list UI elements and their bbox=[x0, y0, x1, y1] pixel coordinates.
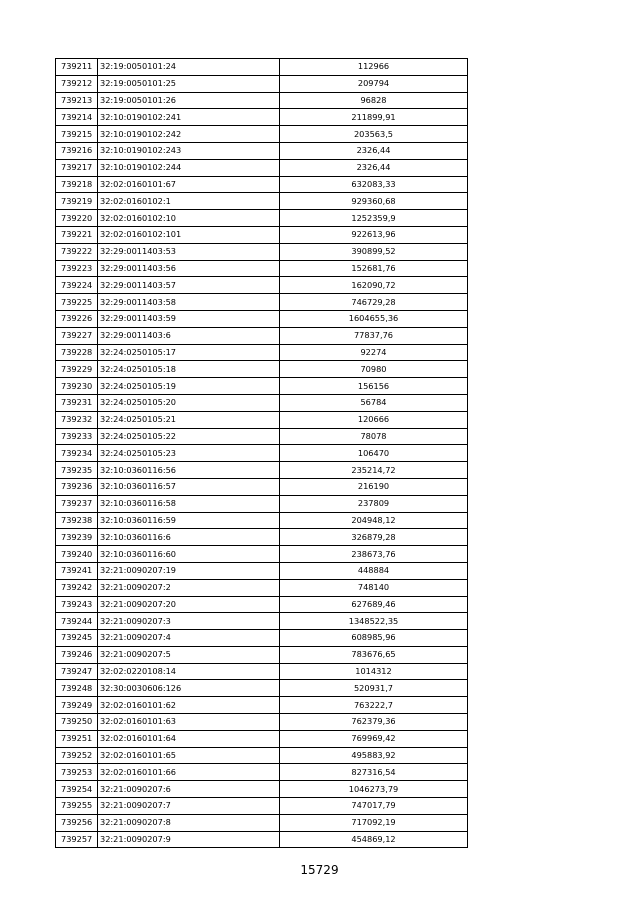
row-id-cell: 739251 bbox=[56, 730, 98, 747]
value-cell: 763222,7 bbox=[280, 697, 468, 714]
row-id-cell: 739220 bbox=[56, 210, 98, 227]
table-row bbox=[56, 462, 468, 479]
row-id-cell: 739237 bbox=[56, 495, 98, 512]
row-id-cell: 739227 bbox=[56, 327, 98, 344]
table-row bbox=[56, 310, 468, 327]
table-row bbox=[56, 378, 468, 395]
value-cell: 608985,96 bbox=[280, 630, 468, 647]
row-id-cell: 739221 bbox=[56, 226, 98, 243]
row-id-cell: 739223 bbox=[56, 260, 98, 277]
row-id-cell: 739231 bbox=[56, 394, 98, 411]
cadastral-number-cell: 32:10:0360116:57 bbox=[98, 478, 280, 495]
value-cell: 454869,12 bbox=[280, 831, 468, 848]
row-id-cell: 739239 bbox=[56, 529, 98, 546]
value-cell: 209794 bbox=[280, 75, 468, 92]
table-row bbox=[56, 714, 468, 731]
cadastral-number-cell: 32:29:0011403:53 bbox=[98, 243, 280, 260]
value-cell: 520931,7 bbox=[280, 680, 468, 697]
table-row bbox=[56, 546, 468, 563]
table-row bbox=[56, 478, 468, 495]
value-cell: 162090,72 bbox=[280, 277, 468, 294]
value-cell: 204948,12 bbox=[280, 512, 468, 529]
cadastral-number-cell: 32:21:0090207:5 bbox=[98, 646, 280, 663]
cadastral-number-cell: 32:29:0011403:57 bbox=[98, 277, 280, 294]
row-id-cell: 739254 bbox=[56, 781, 98, 798]
value-cell: 922613,96 bbox=[280, 226, 468, 243]
cadastral-number-cell: 32:02:0160101:66 bbox=[98, 764, 280, 781]
cadastral-number-cell: 32:21:0090207:3 bbox=[98, 613, 280, 630]
table-row bbox=[56, 512, 468, 529]
value-cell: 120666 bbox=[280, 411, 468, 428]
table-row bbox=[56, 327, 468, 344]
row-id-cell: 739234 bbox=[56, 445, 98, 462]
table-row bbox=[56, 92, 468, 109]
table-row bbox=[56, 747, 468, 764]
table-row bbox=[56, 814, 468, 831]
value-cell: 1348522,35 bbox=[280, 613, 468, 630]
cadastral-number-cell: 32:24:0250105:20 bbox=[98, 394, 280, 411]
value-cell: 237809 bbox=[280, 495, 468, 512]
table-row bbox=[56, 260, 468, 277]
value-cell: 96828 bbox=[280, 92, 468, 109]
table-row bbox=[56, 697, 468, 714]
table-row bbox=[56, 781, 468, 798]
value-cell: 326879,28 bbox=[280, 529, 468, 546]
cadastral-number-cell: 32:10:0360116:56 bbox=[98, 462, 280, 479]
table-row bbox=[56, 411, 468, 428]
value-cell: 70980 bbox=[280, 361, 468, 378]
table-row bbox=[56, 394, 468, 411]
row-id-cell: 739219 bbox=[56, 193, 98, 210]
row-id-cell: 739241 bbox=[56, 562, 98, 579]
table-row bbox=[56, 344, 468, 361]
row-id-cell: 739215 bbox=[56, 126, 98, 143]
value-cell: 827316,54 bbox=[280, 764, 468, 781]
table-row bbox=[56, 226, 468, 243]
cadastral-number-cell: 32:19:0050101:25 bbox=[98, 75, 280, 92]
table-row bbox=[56, 579, 468, 596]
value-cell: 106470 bbox=[280, 445, 468, 462]
cadastral-number-cell: 32:10:0360116:60 bbox=[98, 546, 280, 563]
cadastral-number-cell: 32:10:0190102:241 bbox=[98, 109, 280, 126]
value-cell: 152681,76 bbox=[280, 260, 468, 277]
value-cell: 235214,72 bbox=[280, 462, 468, 479]
value-cell: 495883,92 bbox=[280, 747, 468, 764]
value-cell: 211899,91 bbox=[280, 109, 468, 126]
value-cell: 1014312 bbox=[280, 663, 468, 680]
value-cell: 1046273,79 bbox=[280, 781, 468, 798]
row-id-cell: 739255 bbox=[56, 798, 98, 815]
value-cell: 717092,19 bbox=[280, 814, 468, 831]
table-row bbox=[56, 210, 468, 227]
cadastral-number-cell: 32:24:0250105:22 bbox=[98, 428, 280, 445]
cadastral-number-cell: 32:10:0190102:244 bbox=[98, 159, 280, 176]
row-id-cell: 739246 bbox=[56, 646, 98, 663]
row-id-cell: 739252 bbox=[56, 747, 98, 764]
table-row bbox=[56, 646, 468, 663]
table-row bbox=[56, 75, 468, 92]
cadastral-number-cell: 32:29:0011403:58 bbox=[98, 294, 280, 311]
row-id-cell: 739238 bbox=[56, 512, 98, 529]
value-cell: 448884 bbox=[280, 562, 468, 579]
cadastral-number-cell: 32:21:0090207:20 bbox=[98, 596, 280, 613]
row-id-cell: 739226 bbox=[56, 310, 98, 327]
cadastral-number-cell: 32:21:0090207:7 bbox=[98, 798, 280, 815]
cadastral-number-cell: 32:29:0011403:6 bbox=[98, 327, 280, 344]
row-id-cell: 739257 bbox=[56, 831, 98, 848]
value-cell: 929360,68 bbox=[280, 193, 468, 210]
table-row bbox=[56, 243, 468, 260]
cadastral-number-cell: 32:02:0160102:101 bbox=[98, 226, 280, 243]
value-cell: 2326,44 bbox=[280, 142, 468, 159]
table-row bbox=[56, 126, 468, 143]
cadastral-number-cell: 32:24:0250105:21 bbox=[98, 411, 280, 428]
row-id-cell: 739242 bbox=[56, 579, 98, 596]
row-id-cell: 739224 bbox=[56, 277, 98, 294]
row-id-cell: 739232 bbox=[56, 411, 98, 428]
table-row bbox=[56, 445, 468, 462]
value-cell: 1252359,9 bbox=[280, 210, 468, 227]
cadastral-number-cell: 32:02:0160101:63 bbox=[98, 714, 280, 731]
row-id-cell: 739228 bbox=[56, 344, 98, 361]
table-row bbox=[56, 277, 468, 294]
row-id-cell: 739243 bbox=[56, 596, 98, 613]
row-id-cell: 739214 bbox=[56, 109, 98, 126]
value-cell: 203563,5 bbox=[280, 126, 468, 143]
cadastral-number-cell: 32:24:0250105:19 bbox=[98, 378, 280, 395]
table-row bbox=[56, 529, 468, 546]
cadastral-number-cell: 32:10:0360116:6 bbox=[98, 529, 280, 546]
cadastral-number-cell: 32:29:0011403:59 bbox=[98, 310, 280, 327]
cadastral-number-cell: 32:21:0090207:4 bbox=[98, 630, 280, 647]
table-row bbox=[56, 663, 468, 680]
row-id-cell: 739235 bbox=[56, 462, 98, 479]
cadastral-number-cell: 32:02:0160101:65 bbox=[98, 747, 280, 764]
cadastral-number-cell: 32:02:0160101:62 bbox=[98, 697, 280, 714]
table-row bbox=[56, 495, 468, 512]
cadastral-number-cell: 32:02:0160102:1 bbox=[98, 193, 280, 210]
row-id-cell: 739248 bbox=[56, 680, 98, 697]
value-cell: 746729,28 bbox=[280, 294, 468, 311]
row-id-cell: 739236 bbox=[56, 478, 98, 495]
table-row bbox=[56, 193, 468, 210]
table-row bbox=[56, 109, 468, 126]
table-body bbox=[56, 59, 468, 848]
value-cell: 77837,76 bbox=[280, 327, 468, 344]
table-row bbox=[56, 176, 468, 193]
table-row bbox=[56, 159, 468, 176]
row-id-cell: 739247 bbox=[56, 663, 98, 680]
value-cell: 747017,79 bbox=[280, 798, 468, 815]
row-id-cell: 739212 bbox=[56, 75, 98, 92]
value-cell: 78078 bbox=[280, 428, 468, 445]
row-id-cell: 739233 bbox=[56, 428, 98, 445]
table-row bbox=[56, 831, 468, 848]
table-row bbox=[56, 59, 468, 76]
table-row bbox=[56, 361, 468, 378]
value-cell: 390899,52 bbox=[280, 243, 468, 260]
value-cell: 112966 bbox=[280, 59, 468, 76]
table-row bbox=[56, 428, 468, 445]
table-row bbox=[56, 294, 468, 311]
table-row bbox=[56, 730, 468, 747]
cadastral-number-cell: 32:10:0360116:59 bbox=[98, 512, 280, 529]
value-cell: 56784 bbox=[280, 394, 468, 411]
row-id-cell: 739211 bbox=[56, 59, 98, 76]
value-cell: 92274 bbox=[280, 344, 468, 361]
cadastral-number-cell: 32:19:0050101:24 bbox=[98, 59, 280, 76]
value-cell: 769969,42 bbox=[280, 730, 468, 747]
cadastral-number-cell: 32:02:0160101:64 bbox=[98, 730, 280, 747]
row-id-cell: 739229 bbox=[56, 361, 98, 378]
cadastral-number-cell: 32:24:0250105:17 bbox=[98, 344, 280, 361]
row-id-cell: 739249 bbox=[56, 697, 98, 714]
row-id-cell: 739213 bbox=[56, 92, 98, 109]
value-cell: 748140 bbox=[280, 579, 468, 596]
row-id-cell: 739240 bbox=[56, 546, 98, 563]
table-row bbox=[56, 630, 468, 647]
cadastral-number-cell: 32:24:0250105:18 bbox=[98, 361, 280, 378]
row-id-cell: 739222 bbox=[56, 243, 98, 260]
table-row bbox=[56, 613, 468, 630]
row-id-cell: 739218 bbox=[56, 176, 98, 193]
cadastral-number-cell: 32:10:0360116:58 bbox=[98, 495, 280, 512]
row-id-cell: 739244 bbox=[56, 613, 98, 630]
cadastral-number-cell: 32:02:0220108:14 bbox=[98, 663, 280, 680]
value-cell: 238673,76 bbox=[280, 546, 468, 563]
table-row bbox=[56, 596, 468, 613]
table-row bbox=[56, 798, 468, 815]
table-row bbox=[56, 764, 468, 781]
row-id-cell: 739250 bbox=[56, 714, 98, 731]
row-id-cell: 739253 bbox=[56, 764, 98, 781]
cadastral-number-cell: 32:10:0190102:243 bbox=[98, 142, 280, 159]
cadastral-number-cell: 32:21:0090207:9 bbox=[98, 831, 280, 848]
cadastral-number-cell: 32:30:0030606:126 bbox=[98, 680, 280, 697]
cadastral-number-cell: 32:24:0250105:23 bbox=[98, 445, 280, 462]
row-id-cell: 739216 bbox=[56, 142, 98, 159]
cadastral-number-cell: 32:19:0050101:26 bbox=[98, 92, 280, 109]
cadastral-table bbox=[55, 58, 468, 848]
cadastral-number-cell: 32:02:0160101:67 bbox=[98, 176, 280, 193]
row-id-cell: 739256 bbox=[56, 814, 98, 831]
value-cell: 627689,46 bbox=[280, 596, 468, 613]
cadastral-number-cell: 32:02:0160102:10 bbox=[98, 210, 280, 227]
row-id-cell: 739217 bbox=[56, 159, 98, 176]
cadastral-number-cell: 32:21:0090207:8 bbox=[98, 814, 280, 831]
cadastral-number-cell: 32:29:0011403:56 bbox=[98, 260, 280, 277]
value-cell: 783676,65 bbox=[280, 646, 468, 663]
table-row bbox=[56, 680, 468, 697]
table-row bbox=[56, 562, 468, 579]
page-number: 15729 bbox=[300, 863, 339, 877]
row-id-cell: 739230 bbox=[56, 378, 98, 395]
value-cell: 762379,36 bbox=[280, 714, 468, 731]
cadastral-number-cell: 32:21:0090207:6 bbox=[98, 781, 280, 798]
row-id-cell: 739225 bbox=[56, 294, 98, 311]
cadastral-number-cell: 32:10:0190102:242 bbox=[98, 126, 280, 143]
value-cell: 632083,33 bbox=[280, 176, 468, 193]
row-id-cell: 739245 bbox=[56, 630, 98, 647]
table-row bbox=[56, 142, 468, 159]
cadastral-number-cell: 32:21:0090207:2 bbox=[98, 579, 280, 596]
cadastral-number-cell: 32:21:0090207:19 bbox=[98, 562, 280, 579]
value-cell: 216190 bbox=[280, 478, 468, 495]
value-cell: 2326,44 bbox=[280, 159, 468, 176]
value-cell: 1604655,36 bbox=[280, 310, 468, 327]
value-cell: 156156 bbox=[280, 378, 468, 395]
